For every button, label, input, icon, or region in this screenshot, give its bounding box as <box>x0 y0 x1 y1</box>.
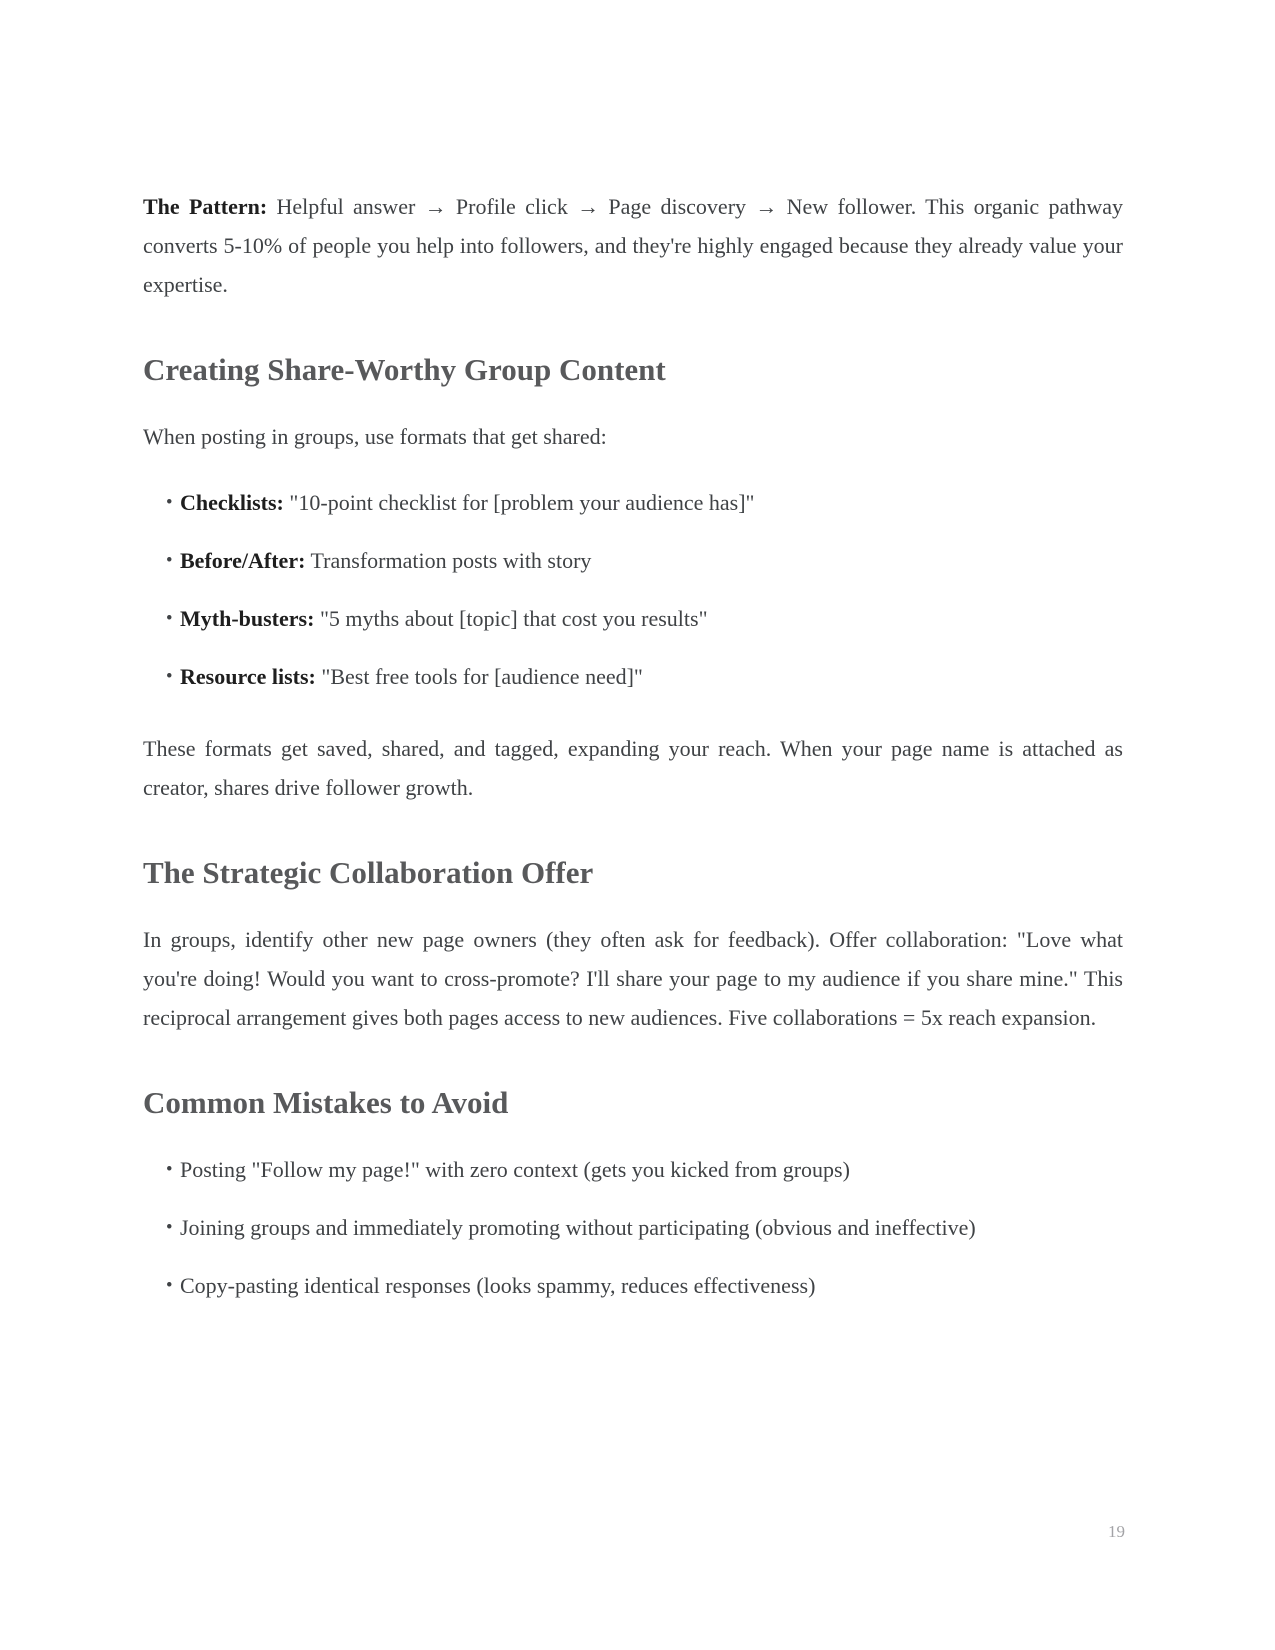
share-worthy-intro: When posting in groups, use formats that get shared: <box>143 424 607 449</box>
list-item-myth-busters <box>143 599 1123 638</box>
list-item-text: "5 myths about [topic] that cost you results" <box>314 606 708 631</box>
list-item-lead: Checklists: <box>180 490 284 515</box>
bullet-icon: • <box>166 492 173 513</box>
bullet-icon: • <box>166 550 173 571</box>
pattern-lead: The Pattern: <box>143 194 268 219</box>
list-item-joining-promoting <box>143 1208 1123 1247</box>
list-item-text: Posting "Follow my page!" with zero context (gets you kicked from groups) <box>180 1157 850 1182</box>
list-item-text: "Best free tools for [audience need]" <box>315 664 643 689</box>
collaboration-paragraph: In groups, identify other new page owners (they often ask for feedback). Offer collaboration: "Love what you're doing! Would you want to cross-promote? I'll share your page to my audience if you share mine." This reciprocal arrangement gives both pages access to new audiences. Five collaborations = 5x reach expansion. <box>143 927 1123 1030</box>
list-item-posting-zero-context <box>143 1150 1123 1189</box>
mistakes-bullet-list <box>143 1150 1123 1305</box>
list-item-text: Copy-pasting identical responses (looks spammy, reduces effectiveness) <box>180 1273 816 1298</box>
pattern-paragraph <box>143 187 1123 304</box>
heading-strategic-collaboration: The Strategic Collaboration Offer <box>143 855 594 890</box>
list-item-lead: Before/After: <box>180 548 306 573</box>
list-item-copy-pasting <box>143 1266 1123 1305</box>
page-number: 19 <box>1108 1522 1125 1541</box>
bullet-icon: • <box>166 608 173 629</box>
format-bullet-list <box>143 483 1123 696</box>
list-item-checklists <box>143 483 1123 522</box>
bullet-icon: • <box>166 1275 173 1296</box>
list-item-lead: Resource lists: <box>180 664 316 689</box>
share-worthy-outro: These formats get saved, shared, and tagged, expanding your reach. When your page name is attached as creator, shares drive follower growth. <box>143 736 1123 800</box>
list-item-text: "10-point checklist for [problem your audience has]" <box>283 490 755 515</box>
bullet-icon: • <box>166 1217 173 1238</box>
pattern-text: Helpful answer → Profile click → Page discovery → New follower. This organic pathway converts 5-10% of people you help into followers, and they're highly engaged because they already value your expertise. <box>143 194 1124 297</box>
list-item-text: Joining groups and immediately promoting without participating (obvious and ineffective) <box>180 1215 976 1240</box>
heading-share-worthy-content: Creating Share-Worthy Group Content <box>143 352 666 387</box>
list-item-resource-lists <box>143 657 1123 696</box>
bullet-icon: • <box>166 666 173 687</box>
heading-common-mistakes: Common Mistakes to Avoid <box>143 1085 509 1120</box>
bullet-icon: • <box>166 1159 173 1180</box>
list-item-lead: Myth-busters: <box>180 606 315 631</box>
list-item-before-after <box>143 541 1123 580</box>
list-item-text: Transformation posts with story <box>305 548 592 573</box>
